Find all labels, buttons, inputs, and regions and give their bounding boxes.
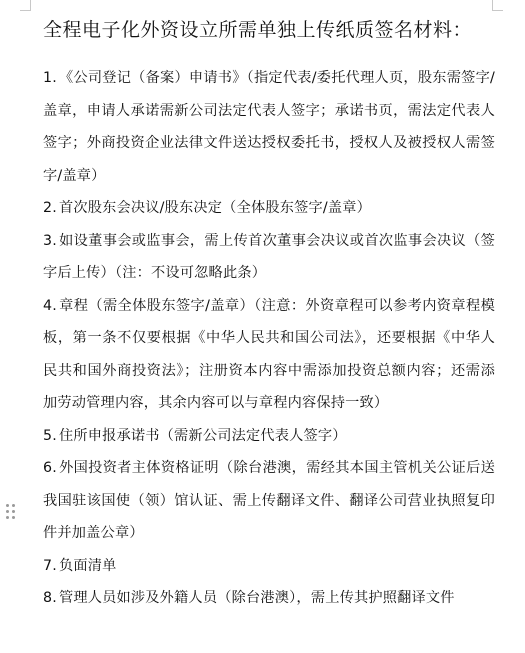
list-item [43, 62, 495, 192]
list-item-number: 2. [43, 200, 57, 216]
material-list [43, 62, 495, 615]
list-item-number: 6. [43, 460, 57, 476]
list-item-text: 《公司登记（备案）申请书》（指定代表/委托代理人页，股东需签字/盖章，申请人承诺需新公司法定代表人签字；承诺书页，需法定代表人签字；外商投资企业法律文件送达授权委托书，授权人及被授权人需签字/盖章） [43, 70, 495, 184]
list-item-number: 1. [43, 70, 57, 86]
list-item [43, 420, 495, 453]
list-item-number: 8. [43, 590, 57, 606]
margin-corner-mark-right [492, 0, 503, 11]
list-item [43, 452, 495, 550]
list-item-text: 管理人员如涉及外籍人员（除台港澳），需上传其护照翻译文件 [58, 590, 455, 606]
list-item-text: 章程（需全体股东签字/盖章）（注意：外资章程可以参考内资章程模板，第一条不仅要根据《中华人民共和国公司法》，还要根据《中华人民共和国外商投资法》；注册资本内容中需添加投资总额内容；还需添加劳动管理内容，其余内容可以与章程内容保持一致） [43, 297, 495, 411]
document-title: 全程电子化外资设立所需单独上传纸质签名材料： [43, 19, 473, 41]
list-item-text: 住所申报承诺书（需新公司法定代表人签字） [58, 427, 347, 444]
list-item-text: 负面清单 [58, 557, 117, 574]
margin-corner-mark-left [20, 0, 31, 11]
list-item-number: 5. [43, 427, 57, 444]
list-item-text: 如设董事会或监事会，需上传首次董事会决议或首次监事会决议（签字后上传）（注：不设可忽略此条） [43, 232, 495, 281]
list-item [43, 582, 495, 615]
drag-handle-icon[interactable] [6, 504, 16, 522]
list-item [43, 225, 495, 290]
list-item [43, 290, 495, 420]
list-item-number: 3. [43, 232, 57, 249]
list-item-number: 4. [43, 297, 57, 314]
list-item-text: 外国投资者主体资格证明（除台港澳，需经其本国主管机关公证后送我国驻该国使（领）馆认证、需上传翻译文件、翻译公司营业执照复印件并加盖公章） [43, 460, 495, 541]
list-item [43, 192, 495, 225]
list-item-text: 首次股东会决议/股东决定（全体股东签字/盖章） [58, 200, 372, 216]
list-item-number: 7. [43, 557, 57, 574]
list-item [43, 550, 495, 583]
